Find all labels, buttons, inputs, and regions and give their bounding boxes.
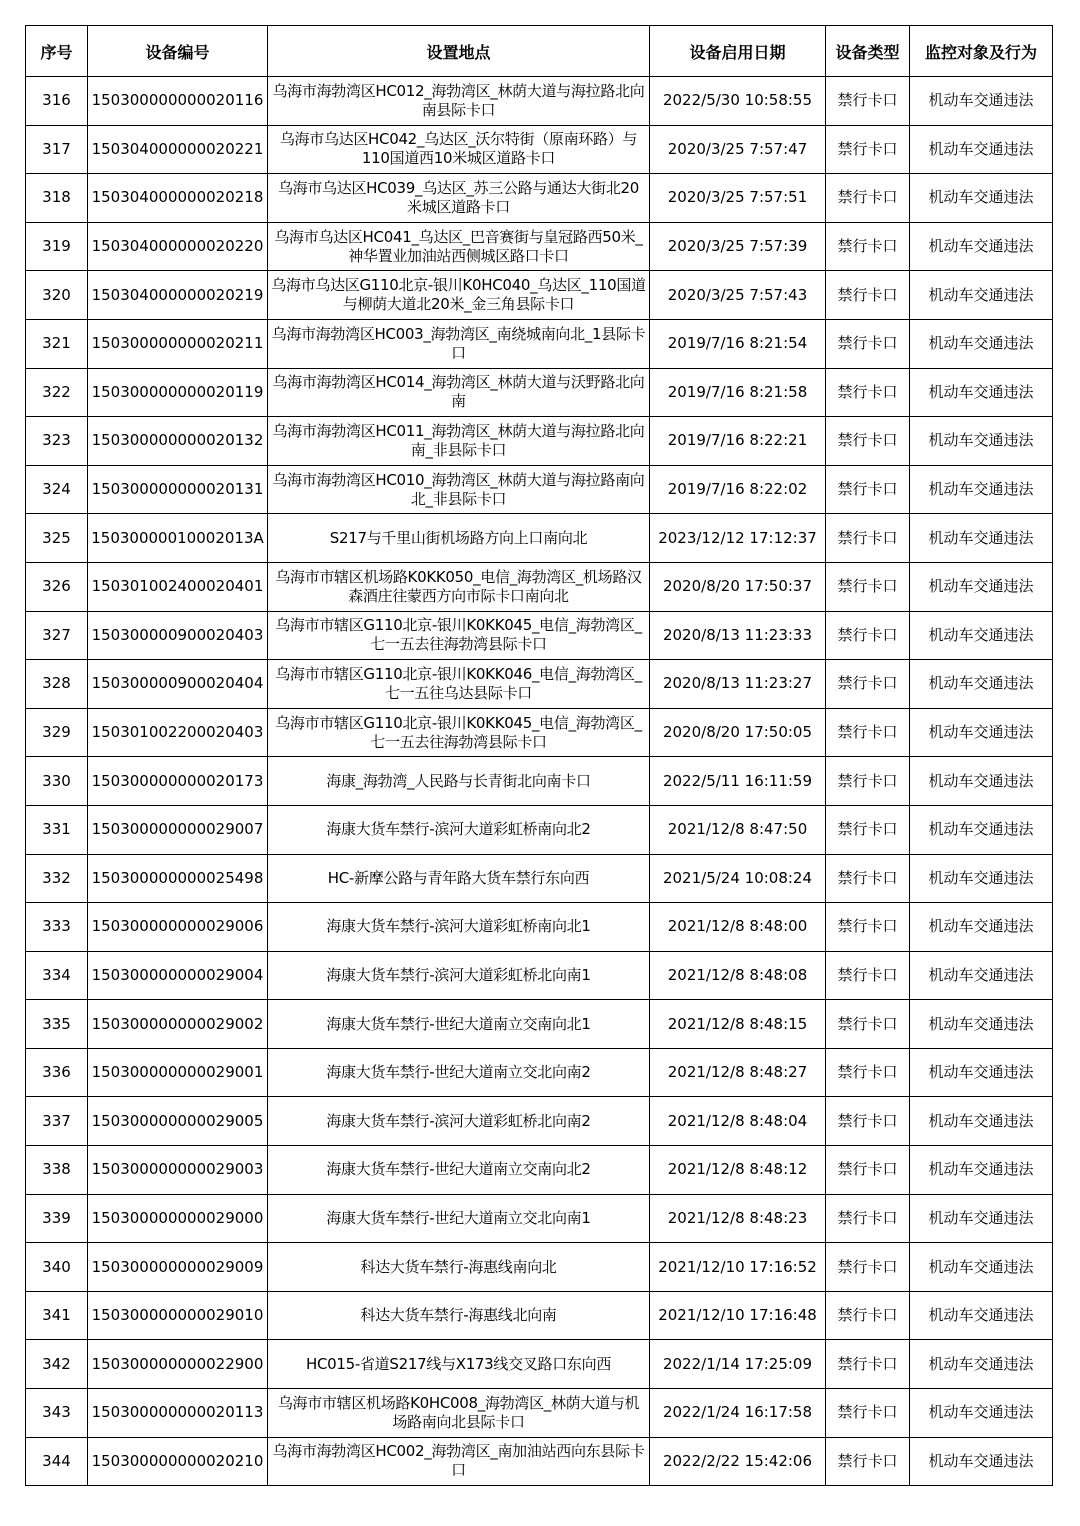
cell-device-type: 禁行卡口: [826, 271, 910, 320]
table-row: [26, 660, 1053, 709]
cell-enable-date: 2023/12/12 17:12:37: [650, 514, 826, 563]
cell-device-type: 禁行卡口: [826, 514, 910, 563]
cell-seq: 327: [26, 611, 88, 660]
table-row: [26, 77, 1053, 126]
cell-seq: 317: [26, 125, 88, 174]
cell-device-code: 150300000000020173: [88, 757, 268, 806]
table-row: [26, 805, 1053, 854]
cell-enable-date: 2020/8/13 11:23:33: [650, 611, 826, 660]
cell-seq: 323: [26, 417, 88, 466]
header-device-type: 设备类型: [826, 26, 910, 77]
cell-device-type: 禁行卡口: [826, 805, 910, 854]
cell-device-type: 禁行卡口: [826, 951, 910, 1000]
cell-seq: 326: [26, 562, 88, 611]
cell-enable-date: 2020/3/25 7:57:43: [650, 271, 826, 320]
cell-monitor-target: 机动车交通违法: [910, 903, 1053, 952]
cell-seq: 344: [26, 1437, 88, 1486]
cell-location: 科达大货车禁行-海惠线南向北: [268, 1243, 650, 1292]
cell-location: 海康大货车禁行-滨河大道彩虹桥北向南1: [268, 951, 650, 1000]
cell-seq: 320: [26, 271, 88, 320]
table-row: [26, 854, 1053, 903]
cell-enable-date: 2019/7/16 8:21:54: [650, 319, 826, 368]
cell-device-code: 150300000000020119: [88, 368, 268, 417]
cell-location: 科达大货车禁行-海惠线北向南: [268, 1291, 650, 1340]
cell-monitor-target: 机动车交通违法: [910, 1437, 1053, 1486]
table-row: [26, 1291, 1053, 1340]
cell-monitor-target: 机动车交通违法: [910, 222, 1053, 271]
cell-device-type: 禁行卡口: [826, 708, 910, 757]
table-row: [26, 1000, 1053, 1049]
cell-enable-date: 2019/7/16 8:22:02: [650, 465, 826, 514]
cell-device-type: 禁行卡口: [826, 1243, 910, 1292]
cell-enable-date: 2020/3/25 7:57:39: [650, 222, 826, 271]
cell-location: HC015-省道S217线与X173线交叉路口东向西: [268, 1340, 650, 1389]
cell-seq: 322: [26, 368, 88, 417]
cell-seq: 321: [26, 319, 88, 368]
cell-enable-date: 2021/5/24 10:08:24: [650, 854, 826, 903]
cell-device-code: 150300000000020132: [88, 417, 268, 466]
cell-device-code: 150300000000022900: [88, 1340, 268, 1389]
cell-monitor-target: 机动车交通违法: [910, 1340, 1053, 1389]
cell-monitor-target: 机动车交通违法: [910, 125, 1053, 174]
table-row: [26, 951, 1053, 1000]
header-device-code: 设备编号: [88, 26, 268, 77]
cell-device-code: 150301002400020401: [88, 562, 268, 611]
cell-seq: 316: [26, 77, 88, 126]
cell-device-type: 禁行卡口: [826, 174, 910, 223]
cell-device-code: 150301002200020403: [88, 708, 268, 757]
table-row: [26, 1097, 1053, 1146]
cell-device-type: 禁行卡口: [826, 319, 910, 368]
cell-device-type: 禁行卡口: [826, 1097, 910, 1146]
cell-monitor-target: 机动车交通违法: [910, 77, 1053, 126]
table-row: [26, 222, 1053, 271]
cell-monitor-target: 机动车交通违法: [910, 562, 1053, 611]
cell-location: 海康大货车禁行-滨河大道彩虹桥南向北2: [268, 805, 650, 854]
table-row: [26, 1194, 1053, 1243]
cell-location: S217与千里山街机场路方向上口南向北: [268, 514, 650, 563]
cell-device-code: 150300000900020404: [88, 660, 268, 709]
cell-monitor-target: 机动车交通违法: [910, 271, 1053, 320]
cell-location: 乌海市乌达区HC039_乌达区_苏三公路与通达大街北20米城区道路卡口: [268, 174, 650, 223]
cell-device-type: 禁行卡口: [826, 77, 910, 126]
cell-seq: 319: [26, 222, 88, 271]
cell-location: 乌海市海勃湾区HC014_海勃湾区_林荫大道与沃野路北向南: [268, 368, 650, 417]
cell-enable-date: 2021/12/8 8:48:08: [650, 951, 826, 1000]
cell-location: 乌海市海勃湾区HC003_海勃湾区_南绕城南向北_1县际卡口: [268, 319, 650, 368]
cell-device-type: 禁行卡口: [826, 465, 910, 514]
cell-location: HC-新摩公路与青年路大货车禁行东向西: [268, 854, 650, 903]
cell-device-type: 禁行卡口: [826, 1389, 910, 1438]
cell-location: 乌海市乌达区G110北京-银川K0HC040_乌达区_110国道与柳荫大道北20米_金三角县际卡口: [268, 271, 650, 320]
header-seq: 序号: [26, 26, 88, 77]
cell-monitor-target: 机动车交通违法: [910, 1389, 1053, 1438]
cell-device-type: 禁行卡口: [826, 222, 910, 271]
table-row: [26, 562, 1053, 611]
cell-enable-date: 2021/12/8 8:48:15: [650, 1000, 826, 1049]
cell-location: 乌海市市辖区G110北京-银川K0KK045_电信_海勃湾区_七一五去往海勃湾县际卡口: [268, 708, 650, 757]
cell-monitor-target: 机动车交通违法: [910, 708, 1053, 757]
cell-device-type: 禁行卡口: [826, 1146, 910, 1195]
device-table: [25, 25, 1053, 1486]
cell-location: 海康大货车禁行-世纪大道南立交北向南1: [268, 1194, 650, 1243]
cell-location: 海康大货车禁行-滨河大道彩虹桥南向北1: [268, 903, 650, 952]
cell-seq: 338: [26, 1146, 88, 1195]
cell-enable-date: 2022/1/24 16:17:58: [650, 1389, 826, 1438]
cell-location: 乌海市市辖区G110北京-银川K0KK045_电信_海勃湾区_七一五去往海勃湾县际卡口: [268, 611, 650, 660]
cell-location: 乌海市乌达区HC042_乌达区_沃尔特街（原南环路）与110国道西10米城区道路卡口: [268, 125, 650, 174]
cell-monitor-target: 机动车交通违法: [910, 660, 1053, 709]
cell-device-type: 禁行卡口: [826, 1291, 910, 1340]
cell-device-code: 150304000000020219: [88, 271, 268, 320]
cell-location: 海康大货车禁行-滨河大道彩虹桥北向南2: [268, 1097, 650, 1146]
cell-device-code: 150300000000020210: [88, 1437, 268, 1486]
cell-enable-date: 2021/12/10 17:16:52: [650, 1243, 826, 1292]
cell-device-type: 禁行卡口: [826, 854, 910, 903]
header-enable-date: 设备启用日期: [650, 26, 826, 77]
cell-monitor-target: 机动车交通违法: [910, 465, 1053, 514]
cell-seq: 337: [26, 1097, 88, 1146]
table-row: [26, 757, 1053, 806]
cell-device-code: 150300000000020211: [88, 319, 268, 368]
cell-location: 海康大货车禁行-世纪大道南立交北向南2: [268, 1048, 650, 1097]
cell-device-code: 150300000000029009: [88, 1243, 268, 1292]
table-row: [26, 1389, 1053, 1438]
cell-device-type: 禁行卡口: [826, 903, 910, 952]
cell-seq: 318: [26, 174, 88, 223]
cell-device-code: 150300000000029006: [88, 903, 268, 952]
cell-monitor-target: 机动车交通违法: [910, 757, 1053, 806]
cell-monitor-target: 机动车交通违法: [910, 854, 1053, 903]
cell-device-type: 禁行卡口: [826, 368, 910, 417]
cell-monitor-target: 机动车交通违法: [910, 417, 1053, 466]
header-location: 设置地点: [268, 26, 650, 77]
cell-seq: 329: [26, 708, 88, 757]
cell-location: 乌海市海勃湾区HC010_海勃湾区_林荫大道与海拉路南向北_非县际卡口: [268, 465, 650, 514]
cell-location: 乌海市市辖区机场路K0KK050_电信_海勃湾区_机场路汉森酒庄往蒙西方向市际卡口南向北: [268, 562, 650, 611]
cell-seq: 341: [26, 1291, 88, 1340]
cell-seq: 324: [26, 465, 88, 514]
cell-enable-date: 2021/12/8 8:48:00: [650, 903, 826, 952]
cell-seq: 343: [26, 1389, 88, 1438]
table-row: [26, 174, 1053, 223]
cell-monitor-target: 机动车交通违法: [910, 1000, 1053, 1049]
cell-location: 乌海市乌达区HC041_乌达区_巴音赛街与皇冠路西50米_神华置业加油站西侧城区路口卡口: [268, 222, 650, 271]
cell-location: 海康_海勃湾_人民路与长青街北向南卡口: [268, 757, 650, 806]
cell-seq: 342: [26, 1340, 88, 1389]
cell-enable-date: 2021/12/8 8:47:50: [650, 805, 826, 854]
table-row: [26, 368, 1053, 417]
cell-device-code: 150304000000020220: [88, 222, 268, 271]
cell-device-code: 15030000010002013A: [88, 514, 268, 563]
cell-location: 乌海市海勃湾区HC012_海勃湾区_林荫大道与海拉路北向南县际卡口: [268, 77, 650, 126]
cell-device-type: 禁行卡口: [826, 417, 910, 466]
cell-device-code: 150300000000025498: [88, 854, 268, 903]
table-row: [26, 903, 1053, 952]
cell-seq: 333: [26, 903, 88, 952]
cell-seq: 330: [26, 757, 88, 806]
cell-monitor-target: 机动车交通违法: [910, 805, 1053, 854]
cell-monitor-target: 机动车交通违法: [910, 319, 1053, 368]
cell-monitor-target: 机动车交通违法: [910, 1097, 1053, 1146]
table-row: [26, 125, 1053, 174]
cell-seq: 340: [26, 1243, 88, 1292]
cell-monitor-target: 机动车交通违法: [910, 611, 1053, 660]
cell-location: 海康大货车禁行-世纪大道南立交南向北2: [268, 1146, 650, 1195]
cell-monitor-target: 机动车交通违法: [910, 1194, 1053, 1243]
table-row: [26, 465, 1053, 514]
cell-monitor-target: 机动车交通违法: [910, 1291, 1053, 1340]
cell-device-code: 150300000000029000: [88, 1194, 268, 1243]
cell-enable-date: 2019/7/16 8:22:21: [650, 417, 826, 466]
cell-enable-date: 2022/2/22 15:42:06: [650, 1437, 826, 1486]
cell-device-type: 禁行卡口: [826, 1340, 910, 1389]
cell-device-type: 禁行卡口: [826, 1437, 910, 1486]
table-row: [26, 1048, 1053, 1097]
cell-location: 海康大货车禁行-世纪大道南立交南向北1: [268, 1000, 650, 1049]
cell-device-type: 禁行卡口: [826, 1000, 910, 1049]
cell-device-type: 禁行卡口: [826, 757, 910, 806]
cell-enable-date: 2021/12/8 8:48:23: [650, 1194, 826, 1243]
cell-enable-date: 2020/8/13 11:23:27: [650, 660, 826, 709]
cell-device-type: 禁行卡口: [826, 1048, 910, 1097]
cell-seq: 339: [26, 1194, 88, 1243]
table-row: [26, 271, 1053, 320]
table-row: [26, 708, 1053, 757]
cell-seq: 334: [26, 951, 88, 1000]
cell-location: 乌海市海勃湾区HC011_海勃湾区_林荫大道与海拉路北向南_非县际卡口: [268, 417, 650, 466]
cell-device-code: 150304000000020218: [88, 174, 268, 223]
cell-monitor-target: 机动车交通违法: [910, 368, 1053, 417]
cell-device-code: 150300000000029010: [88, 1291, 268, 1340]
table-row: [26, 1340, 1053, 1389]
cell-device-code: 150300000000029002: [88, 1000, 268, 1049]
cell-monitor-target: 机动车交通违法: [910, 1146, 1053, 1195]
cell-enable-date: 2021/12/8 8:48:27: [650, 1048, 826, 1097]
cell-device-code: 150300000000029004: [88, 951, 268, 1000]
cell-enable-date: 2021/12/8 8:48:04: [650, 1097, 826, 1146]
cell-location: 乌海市市辖区G110北京-银川K0KK046_电信_海勃湾区_七一五往乌达县际卡口: [268, 660, 650, 709]
cell-seq: 331: [26, 805, 88, 854]
cell-device-code: 150300000000020131: [88, 465, 268, 514]
cell-seq: 332: [26, 854, 88, 903]
cell-seq: 325: [26, 514, 88, 563]
cell-seq: 336: [26, 1048, 88, 1097]
cell-device-type: 禁行卡口: [826, 660, 910, 709]
cell-enable-date: 2020/8/20 17:50:37: [650, 562, 826, 611]
cell-device-code: 150300000000029007: [88, 805, 268, 854]
cell-enable-date: 2022/5/30 10:58:55: [650, 77, 826, 126]
cell-device-code: 150300000000020116: [88, 77, 268, 126]
cell-device-type: 禁行卡口: [826, 562, 910, 611]
table-row: [26, 319, 1053, 368]
cell-device-code: 150300000900020403: [88, 611, 268, 660]
cell-enable-date: 2021/12/10 17:16:48: [650, 1291, 826, 1340]
cell-monitor-target: 机动车交通违法: [910, 1243, 1053, 1292]
cell-device-type: 禁行卡口: [826, 1194, 910, 1243]
cell-enable-date: 2020/8/20 17:50:05: [650, 708, 826, 757]
table-row: [26, 1146, 1053, 1195]
table-row: [26, 514, 1053, 563]
cell-enable-date: 2020/3/25 7:57:47: [650, 125, 826, 174]
header-monitor-target: 监控对象及行为: [910, 26, 1053, 77]
cell-enable-date: 2020/3/25 7:57:51: [650, 174, 826, 223]
cell-device-code: 150300000000029003: [88, 1146, 268, 1195]
cell-monitor-target: 机动车交通违法: [910, 514, 1053, 563]
cell-location: 乌海市海勃湾区HC002_海勃湾区_南加油站西向东县际卡口: [268, 1437, 650, 1486]
cell-device-code: 150300000000020113: [88, 1389, 268, 1438]
cell-monitor-target: 机动车交通违法: [910, 951, 1053, 1000]
table-row: [26, 417, 1053, 466]
cell-enable-date: 2021/12/8 8:48:12: [650, 1146, 826, 1195]
cell-device-code: 150300000000029005: [88, 1097, 268, 1146]
cell-device-type: 禁行卡口: [826, 611, 910, 660]
cell-device-code: 150300000000029001: [88, 1048, 268, 1097]
cell-enable-date: 2022/5/11 16:11:59: [650, 757, 826, 806]
cell-location: 乌海市市辖区机场路K0HC008_海勃湾区_林荫大道与机场路南向北县际卡口: [268, 1389, 650, 1438]
cell-monitor-target: 机动车交通违法: [910, 1048, 1053, 1097]
cell-enable-date: 2019/7/16 8:21:58: [650, 368, 826, 417]
cell-seq: 328: [26, 660, 88, 709]
table-row: [26, 611, 1053, 660]
table-row: [26, 1437, 1053, 1486]
cell-device-type: 禁行卡口: [826, 125, 910, 174]
table-row: [26, 1243, 1053, 1292]
cell-device-code: 150304000000020221: [88, 125, 268, 174]
cell-monitor-target: 机动车交通违法: [910, 174, 1053, 223]
header-row: [26, 26, 1053, 77]
cell-enable-date: 2022/1/14 17:25:09: [650, 1340, 826, 1389]
cell-seq: 335: [26, 1000, 88, 1049]
